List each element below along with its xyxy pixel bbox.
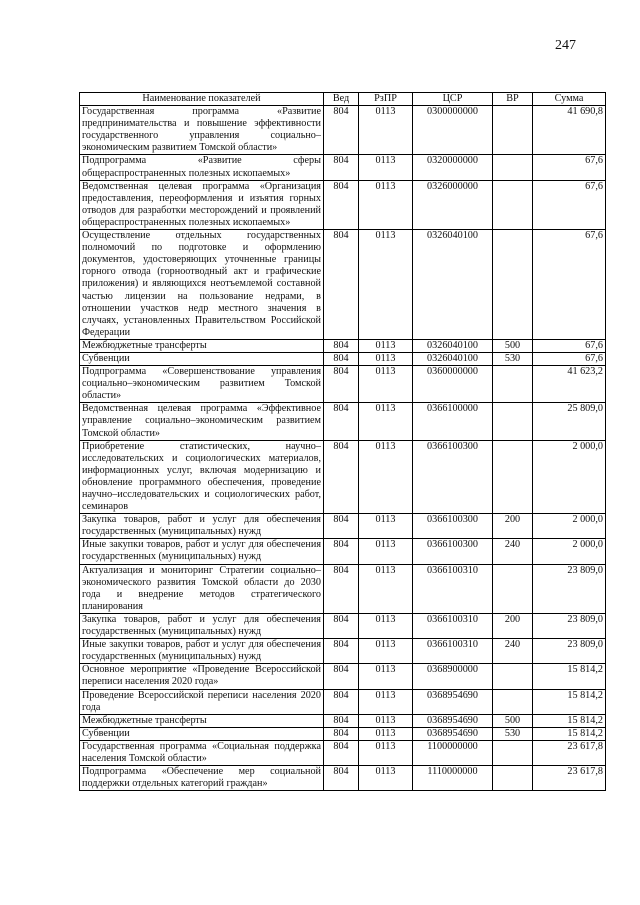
row-ved: 804 (324, 339, 359, 352)
row-rzpr: 0113 (359, 740, 413, 765)
row-ved: 804 (324, 403, 359, 440)
row-rzpr: 0113 (359, 689, 413, 714)
row-vr (493, 403, 533, 440)
table-row (80, 539, 606, 564)
row-vr (493, 740, 533, 765)
row-vr (493, 180, 533, 229)
row-ved: 804 (324, 106, 359, 155)
header-vr: ВР (493, 93, 533, 106)
row-name: Проведение Всероссийской переписи населения 2020 года (80, 689, 324, 714)
row-ved: 804 (324, 740, 359, 765)
header-sum: Сумма (533, 93, 606, 106)
row-name: Ведомственная целевая программа «Эффективное управление социально–экономическим развитием Томской области» (80, 403, 324, 440)
row-vr: 530 (493, 352, 533, 365)
row-sum: 67,6 (533, 155, 606, 180)
row-sum: 67,6 (533, 352, 606, 365)
table-row (80, 639, 606, 664)
table-row (80, 230, 606, 340)
table-row (80, 740, 606, 765)
row-name: Субвенции (80, 352, 324, 365)
row-vr (493, 766, 533, 791)
row-rzpr: 0113 (359, 352, 413, 365)
row-sum: 23 809,0 (533, 613, 606, 638)
row-vr (493, 564, 533, 613)
row-ved: 804 (324, 689, 359, 714)
row-rzpr: 0113 (359, 664, 413, 689)
table-row (80, 664, 606, 689)
row-rzpr: 0113 (359, 366, 413, 403)
row-rzpr: 0113 (359, 766, 413, 791)
row-vr: 530 (493, 727, 533, 740)
row-name: Закупка товаров, работ и услуг для обеспечения государственных (муниципальных) нужд (80, 613, 324, 638)
row-name: Приобретение статистических, научно–исследовательских и социологических материалов, информационных услуг, включая модернизацию и обновление программного обеспечения, проведение научно–исследовательских и социологических работ, семинаров (80, 440, 324, 514)
table-row (80, 689, 606, 714)
row-name: Подпрограмма «Совершенствование управления социально–экономическим развитием Томской области» (80, 366, 324, 403)
row-name: Иные закупки товаров, работ и услуг для обеспечения государственных (муниципальных) нужд (80, 539, 324, 564)
row-sum: 67,6 (533, 339, 606, 352)
row-csr: 0368954690 (413, 727, 493, 740)
row-rzpr: 0113 (359, 727, 413, 740)
row-vr (493, 106, 533, 155)
row-vr: 240 (493, 539, 533, 564)
row-csr: 0300000000 (413, 106, 493, 155)
row-name: Подпрограмма «Развитие сферы общераспространенных полезных ископаемых» (80, 155, 324, 180)
row-csr: 0366100310 (413, 613, 493, 638)
row-rzpr: 0113 (359, 514, 413, 539)
table-row (80, 564, 606, 613)
row-csr: 0326040100 (413, 352, 493, 365)
header-name: Наименование показателей (80, 93, 324, 106)
row-csr: 0366100000 (413, 403, 493, 440)
row-ved: 804 (324, 155, 359, 180)
header-csr: ЦСР (413, 93, 493, 106)
row-vr: 200 (493, 514, 533, 539)
row-csr: 0366100300 (413, 539, 493, 564)
row-name: Ведомственная целевая программа «Организация предоставления, переоформления и изъятия горных отводов для разработки месторождений и проявлений общераспространенных полезных ископаемых» (80, 180, 324, 229)
row-ved: 804 (324, 613, 359, 638)
row-sum: 23 809,0 (533, 564, 606, 613)
row-csr: 0326040100 (413, 339, 493, 352)
row-name: Государственная программа «Социальная поддержка населения Томской области» (80, 740, 324, 765)
table-row (80, 155, 606, 180)
row-name: Основное мероприятие «Проведение Всероссийской переписи населения 2020 года» (80, 664, 324, 689)
row-sum: 23 617,8 (533, 740, 606, 765)
row-csr: 0368954690 (413, 714, 493, 727)
row-vr: 200 (493, 613, 533, 638)
row-name: Иные закупки товаров, работ и услуг для обеспечения государственных (муниципальных) нужд (80, 639, 324, 664)
row-sum: 23 617,8 (533, 766, 606, 791)
row-vr (493, 664, 533, 689)
table-row (80, 613, 606, 638)
row-sum: 41 623,2 (533, 366, 606, 403)
row-rzpr: 0113 (359, 714, 413, 727)
row-vr (493, 155, 533, 180)
row-ved: 804 (324, 539, 359, 564)
header-rzpr: РзПР (359, 93, 413, 106)
table-row (80, 714, 606, 727)
row-vr (493, 689, 533, 714)
row-csr: 0366100310 (413, 564, 493, 613)
row-rzpr: 0113 (359, 564, 413, 613)
row-ved: 804 (324, 564, 359, 613)
row-ved: 804 (324, 230, 359, 340)
row-rzpr: 0113 (359, 639, 413, 664)
row-rzpr: 0113 (359, 339, 413, 352)
row-ved: 804 (324, 352, 359, 365)
row-vr: 500 (493, 714, 533, 727)
row-sum: 25 809,0 (533, 403, 606, 440)
row-sum: 2 000,0 (533, 440, 606, 514)
row-sum: 67,6 (533, 180, 606, 229)
row-sum: 23 809,0 (533, 639, 606, 664)
table-row (80, 352, 606, 365)
row-name: Межбюджетные трансферты (80, 339, 324, 352)
row-vr (493, 440, 533, 514)
row-ved: 804 (324, 766, 359, 791)
row-ved: 804 (324, 180, 359, 229)
table-row (80, 366, 606, 403)
row-sum: 41 690,8 (533, 106, 606, 155)
row-ved: 804 (324, 514, 359, 539)
row-rzpr: 0113 (359, 539, 413, 564)
row-name: Субвенции (80, 727, 324, 740)
row-name: Актуализация и мониторинг Стратегии социально–экономического развития Томской области до 2030 года и внедрение методов стратегического планирования (80, 564, 324, 613)
row-csr: 0326000000 (413, 180, 493, 229)
table-row (80, 339, 606, 352)
row-name: Осуществление отдельных государственных полномочий по подготовке и оформлению документов, удостоверяющих уточненные границы горного отвода (горноотводный акт и графические приложения) и являющихся неотъемлемой составной частью лицензии на пользование недрами, в отношении участков недр местного значения в случаях, установленных Правительством Российской Федерации (80, 230, 324, 340)
row-ved: 804 (324, 727, 359, 740)
row-csr: 0366100300 (413, 440, 493, 514)
row-name: Закупка товаров, работ и услуг для обеспечения государственных (муниципальных) нужд (80, 514, 324, 539)
row-name: Межбюджетные трансферты (80, 714, 324, 727)
row-rzpr: 0113 (359, 155, 413, 180)
row-csr: 1110000000 (413, 766, 493, 791)
row-rzpr: 0113 (359, 403, 413, 440)
row-vr (493, 230, 533, 340)
row-vr: 500 (493, 339, 533, 352)
row-rzpr: 0113 (359, 613, 413, 638)
table-row (80, 180, 606, 229)
row-ved: 804 (324, 366, 359, 403)
row-ved: 804 (324, 714, 359, 727)
table-row (80, 514, 606, 539)
row-name: Государственная программа «Развитие предпринимательства и повышение эффективности государственного управления социально–экономическим развитием Томской области» (80, 106, 324, 155)
row-rzpr: 0113 (359, 230, 413, 340)
row-sum: 15 814,2 (533, 689, 606, 714)
row-csr: 0360000000 (413, 366, 493, 403)
row-csr: 0320000000 (413, 155, 493, 180)
table-row (80, 106, 606, 155)
row-ved: 804 (324, 664, 359, 689)
table-row (80, 766, 606, 791)
row-csr: 1100000000 (413, 740, 493, 765)
row-ved: 804 (324, 440, 359, 514)
table-header-row (80, 93, 606, 106)
row-csr: 0326040100 (413, 230, 493, 340)
row-sum: 15 814,2 (533, 664, 606, 689)
row-name: Подпрограмма «Обеспечение мер социальной поддержки отдельных категорий граждан» (80, 766, 324, 791)
header-ved: Вед (324, 93, 359, 106)
row-csr: 0366100310 (413, 639, 493, 664)
table-row (80, 440, 606, 514)
table-row (80, 727, 606, 740)
row-sum: 67,6 (533, 230, 606, 340)
row-rzpr: 0113 (359, 440, 413, 514)
row-rzpr: 0113 (359, 180, 413, 229)
row-vr: 240 (493, 639, 533, 664)
row-vr (493, 366, 533, 403)
row-csr: 0366100300 (413, 514, 493, 539)
table-row (80, 403, 606, 440)
page-number: 247 (555, 38, 576, 53)
budget-table (79, 92, 606, 791)
row-sum: 2 000,0 (533, 514, 606, 539)
row-sum: 15 814,2 (533, 714, 606, 727)
row-csr: 0368954690 (413, 689, 493, 714)
row-ved: 804 (324, 639, 359, 664)
row-sum: 15 814,2 (533, 727, 606, 740)
row-rzpr: 0113 (359, 106, 413, 155)
row-sum: 2 000,0 (533, 539, 606, 564)
row-csr: 0368900000 (413, 664, 493, 689)
